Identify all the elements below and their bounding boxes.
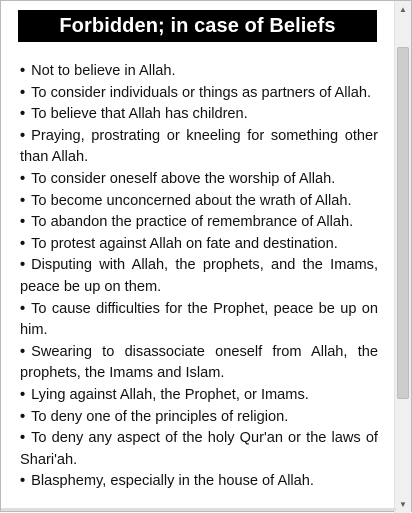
list-item-text: To abandon the practice of remembrance of Allah.	[31, 214, 354, 231]
bullet-icon: •	[20, 84, 26, 101]
list-item-text: Swearing to disassociate oneself from Allah, the prophets, the Imams and Islam.	[20, 343, 378, 382]
bullet-icon: •	[20, 127, 26, 144]
list-item-text: To consider oneself above the worship of Allah.	[31, 170, 336, 187]
list-item	[20, 212, 378, 234]
list-item-text: To believe that Allah has children.	[31, 106, 248, 123]
bullet-icon: •	[20, 214, 26, 231]
bullet-icon: •	[20, 386, 26, 403]
bottom-divider	[1, 508, 396, 511]
bullet-icon: •	[20, 192, 26, 209]
bullet-icon: •	[20, 257, 26, 274]
list-item	[20, 299, 378, 342]
list-item-text: To consider individuals or things as partners of Allah.	[31, 84, 372, 101]
beliefs-list[interactable]	[20, 61, 378, 511]
list-item	[20, 385, 378, 407]
scrollbar-thumb[interactable]	[397, 47, 409, 399]
list-item	[20, 234, 378, 256]
list-item	[20, 126, 378, 169]
list-item	[20, 83, 378, 105]
up-arrow-icon[interactable]: ▲	[399, 5, 407, 14]
vertical-scrollbar[interactable]	[394, 1, 411, 513]
list-item-text: To protest against Allah on fate and destination.	[31, 235, 338, 252]
list-item	[20, 191, 378, 213]
list-item-text: Lying against Allah, the Prophet, or Imams.	[31, 386, 309, 403]
list-item-text: To become unconcerned about the wrath of Allah.	[31, 192, 352, 209]
bullet-icon: •	[20, 300, 26, 317]
bullet-icon: •	[20, 106, 26, 123]
list-item	[20, 407, 378, 429]
list-item-text: To deny one of the principles of religion.	[31, 408, 289, 425]
bullet-icon: •	[20, 408, 26, 425]
bullet-icon: •	[20, 430, 26, 447]
list-item	[20, 428, 378, 471]
list-item	[20, 255, 378, 298]
page-title: Forbidden; in case of Beliefs	[18, 10, 377, 42]
list-item-text: Not to believe in Allah.	[31, 63, 176, 79]
list-item	[20, 471, 378, 493]
list-item	[20, 342, 378, 385]
bullet-icon: •	[20, 343, 26, 360]
list-item	[20, 61, 378, 83]
bullet-icon: •	[20, 473, 26, 490]
list-item-text: Disputing with Allah, the prophets, and the Imams, peace be up on them.	[20, 257, 378, 295]
down-arrow-icon[interactable]: ▼	[399, 500, 407, 509]
list-item	[20, 104, 378, 126]
bullet-icon: •	[20, 235, 26, 252]
list-item-text: Praying, prostrating or kneeling for something other than Allah.	[20, 127, 378, 166]
list-item	[20, 169, 378, 191]
bullet-icon: •	[20, 170, 26, 187]
list-item-text: To deny any aspect of the holy Qur'an or the laws of Shari'ah.	[20, 430, 378, 468]
list-item-text: To cause difficulties for the Prophet, peace be up on him.	[20, 300, 378, 339]
bullet-icon: •	[20, 63, 26, 79]
list-item-text: Blasphemy, especially in the house of Allah.	[31, 473, 314, 490]
